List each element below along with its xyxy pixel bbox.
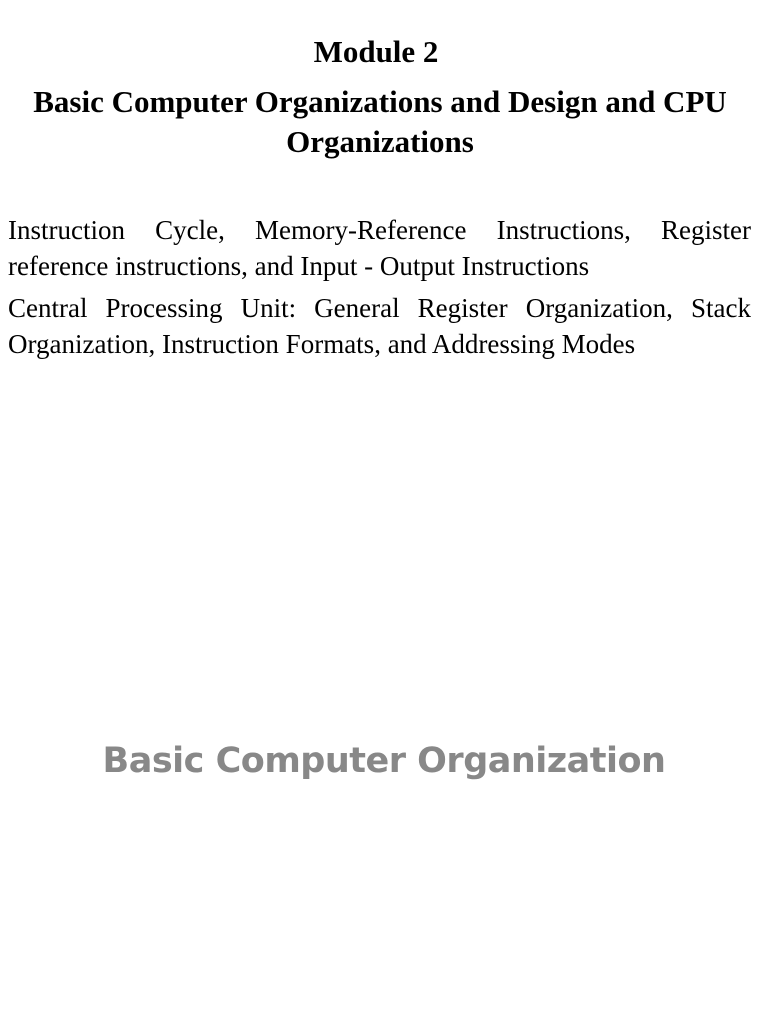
module-heading: Module 2 [313, 34, 439, 69]
topic-paragraph: Instruction Cycle, Memory-Reference Instructions, Register reference instructions, and Input - Output Instructions [8, 215, 751, 281]
page-title: Basic Computer Organizations and Design and CPU Organizations [33, 84, 727, 159]
topic-paragraph: Central Processing Unit: General Register Organization, Stack Organization, Instruction Formats, and Addressing Modes [8, 293, 751, 359]
section-heading: Basic Computer Organization [102, 741, 666, 781]
topic-list [8, 212, 751, 368]
